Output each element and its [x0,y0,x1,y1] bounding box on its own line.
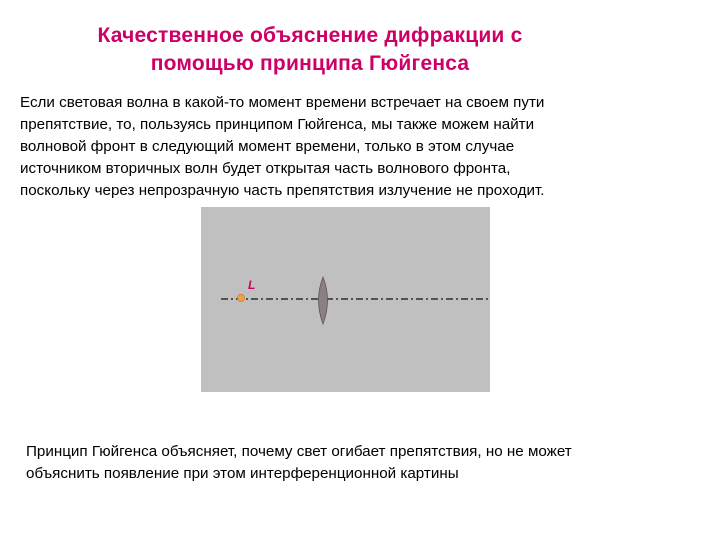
conclusion-line-1: Принцип Гюйгенса объясняет, почему свет огибает препятствия, но не может [26,443,572,460]
intro-line-3: волновой фронт в следующий момент времени, только в этом случае [20,138,515,155]
diffraction-figure [201,207,490,392]
light-source-icon [237,294,244,301]
slide-title-line-1: Качественное объяснение дифракции с [97,24,523,47]
source-label: L [248,278,256,292]
slide-title-line-2: помощью принципа Гюйгенса [150,52,470,75]
lens-icon [319,277,328,324]
intro-line-4: источником вторичных волн будет открытая часть волнового фронта, [20,160,511,177]
slide-title [40,22,580,78]
conclusion-paragraph [26,441,696,485]
intro-line-1: Если световая волна в какой-то момент времени встречает на своем пути [20,94,545,111]
intro-paragraph [20,92,670,202]
conclusion-line-2: объяснить появление при этом интерференционной картины [26,465,459,482]
intro-line-5: поскольку через непрозрачную часть препятствия излучение не проходит. [20,182,545,199]
intro-line-2: препятствие, то, пользуясь принципом Гюйгенса, мы также можем найти [20,116,535,133]
figure-canvas [201,207,490,392]
